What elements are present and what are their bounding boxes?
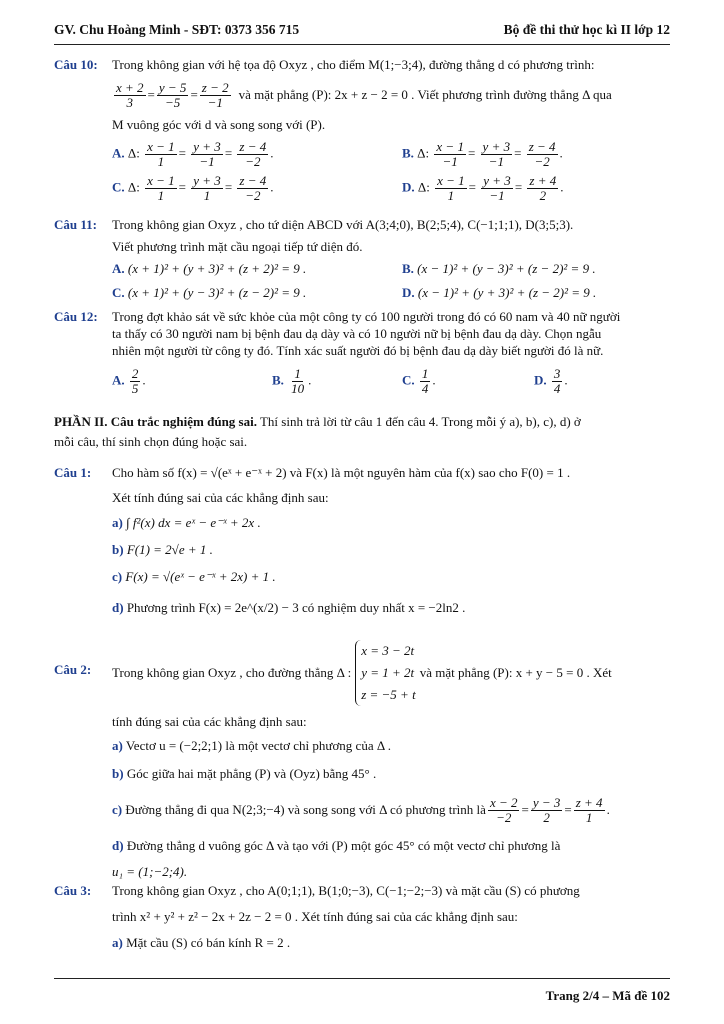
question-number: Câu 11: xyxy=(54,217,97,232)
page-footer: Trang 2/4 – Mã đề 102 xyxy=(545,988,670,1003)
part2-question-3 xyxy=(54,880,672,954)
part2-question-1 xyxy=(54,462,672,618)
question-text: tính đúng sai của các khẳng định sau: xyxy=(112,714,307,729)
header-exam-title: Bộ đề thi thử học kì II lớp 12 xyxy=(503,22,670,37)
question-number: Câu 12: xyxy=(54,309,98,324)
question-text: Trong không gian Oxyz , cho tứ diện ABCD với A(3;4;0), B(2;5;4), C(−1;1;1), D(3;5;3). xyxy=(112,217,574,232)
option-a[interactable]: A. $\frac{2}{5}$ . xyxy=(112,366,146,396)
part2-question-2: Câu 2: Trong không gian Oxyz , cho đường thẳng Δ : x = 3 − 2t y = 1 + 2t z = −5 + t và mặt phẳng (P): x + y − 5 = 0 . Xét tính đúng sai của các khẳng định sau: a) Vectơ u = (−2;2;1) là một vectơ chỉ phương của Δ . b) Góc giữa hai mặt phẳng (P) và (Oyz) bằng 45° . c) Đường thẳng đi qua N(2;3;−4) và song song với Δ có phương trình là $\frac{x - 2}{-2}$ = $\frac{y - 3}{2}$ = $\frac{z + 4}{1}$ . d) Đường thẳng d vuông góc Δ và tạo với (P) một góc 45° có một vectơ chỉ phương là u₁ = (1;−2;4). xyxy=(54,640,672,882)
statement-b[interactable]: b) F(1) = 2√e + 1 . xyxy=(112,542,213,557)
question-number: Câu 1: xyxy=(54,465,92,480)
question-text: Viết phương trình mặt cầu ngoại tiếp tứ diện đó. xyxy=(112,239,363,254)
statement-a[interactable]: a) Mặt cầu (S) có bán kính R = 2 . xyxy=(112,935,291,950)
header-divider xyxy=(54,44,670,45)
question-12 xyxy=(54,308,672,403)
question-number: Câu 10: xyxy=(54,57,98,72)
question-equation: $\frac{x + 2}{3}$ = $\frac{y - 5}{-5}$ = $\frac{z - 2}{-1}$ và mặt phẳng (P): 2x + z − 2 = 0 . Viết phương trình đường thẳng Δ qua xyxy=(116,79,612,110)
option-c[interactable]: C. (x + 1)² + (y − 3)² + (z − 2)² = 9 . xyxy=(112,285,307,300)
statement-d[interactable]: d) Phương trình F(x) = 2e^(x/2) − 3 có nghiệm duy nhất x = −2ln2 . xyxy=(112,600,466,615)
option-c[interactable]: C. $\frac{1}{4}$ . xyxy=(402,366,436,396)
option-d[interactable]: D. (x − 1)² + (y + 3)² + (z − 2)² = 9 . xyxy=(402,285,597,300)
header-teacher: GV. Chu Hoàng Minh - SĐT: 0373 356 715 xyxy=(54,22,300,37)
options-row xyxy=(112,170,672,204)
question-10 xyxy=(54,54,672,204)
page-header xyxy=(54,22,670,42)
footer-divider xyxy=(54,978,670,979)
question-text: Trong không gian Oxyz , cho đường thẳng Δ : x = 3 − 2t y = 1 + 2t z = −5 + t và mặt phẳng (P): x + y − 5 = 0 . Xét xyxy=(112,640,672,706)
option-b[interactable]: B. (x − 1)² + (y − 3)² + (z − 2)² = 9 . xyxy=(402,261,596,276)
statement-a[interactable]: a) ∫ f²(x) dx = eˣ − e⁻ˣ + 2x . xyxy=(112,515,261,530)
question-text: ta thấy có 30 người nam bị bệnh đau dạ dày và có 10 người nữ bị bệnh đau dạ dày. Chọn ngẫu xyxy=(112,326,602,341)
question-text: Trong không gian với hệ tọa độ Oxyz , cho điểm M(1;−3;4), đường thẳng d có phương trình: xyxy=(112,57,595,72)
statement-c[interactable]: c) Đường thẳng đi qua N(2;3;−4) và song song với Δ có phương trình là $\frac{x - 2}{-2}$ = $\frac{y - 3}{2}$ = $\frac{z + 4}{1}$ . xyxy=(112,794,610,825)
question-text: Xét tính đúng sai của các khẳng định sau: xyxy=(112,490,329,505)
part-2-title: PHẦN II. Câu trắc nghiệm đúng sai. xyxy=(54,414,257,429)
question-text: nhiên một người từ công ty đó. Tính xác suất người đó bị bệnh đau dạ dày biết người đó là nữ. xyxy=(112,343,604,358)
option-a[interactable]: A. Δ: $\frac{x - 1}{1}$ = $\frac{y + 3}{-1}$ = $\frac{z - 4}{-2}$ . xyxy=(112,139,274,169)
option-c[interactable]: C. Δ: $\frac{x - 1}{1}$ = $\frac{y + 3}{1}$ = $\frac{z - 4}{-2}$ . xyxy=(112,173,274,203)
question-text: Trong không gian Oxyz , cho A(0;1;1), B(1;0;−3), C(−1;−2;−3) và mặt cầu (S) có phương xyxy=(112,883,580,898)
option-b[interactable]: B. Δ: $\frac{x - 1}{-1}$ = $\frac{y + 3}{-1}$ = $\frac{z - 4}{-2}$ . xyxy=(402,139,563,169)
question-number: Câu 3: xyxy=(54,883,92,898)
statement-b[interactable]: b) Góc giữa hai mặt phẳng (P) và (Oyz) bằng 45° . xyxy=(112,766,377,781)
question-number: Câu 2: xyxy=(54,662,92,677)
option-a[interactable]: A. (x + 1)² + (y + 3)² + (z + 2)² = 9 . xyxy=(112,261,307,276)
question-text: Cho hàm số f(x) = √(eˣ + e⁻ˣ + 2) và F(x) là một nguyên hàm của f(x) sao cho F(0) = 1 . xyxy=(112,465,571,480)
statement-c[interactable]: c) F(x) = √(eˣ − e⁻ˣ + 2x) + 1 . xyxy=(112,569,276,584)
line-system: x = 3 − 2t y = 1 + 2t z = −5 + t xyxy=(355,640,416,706)
statement-d[interactable]: d) Đường thẳng d vuông góc Δ và tạo với (P) một góc 45° có một vectơ chỉ phương là xyxy=(112,838,561,853)
question-text: M vuông góc với d và song song với (P). xyxy=(112,117,326,132)
question-text: Trong đợt khảo sát về sức khỏe của một công ty có 100 người trong đó có 60 nam và 40 nữ người xyxy=(112,309,621,324)
option-b[interactable]: B. $\frac{1}{10}$ . xyxy=(272,366,312,396)
question-11 xyxy=(54,214,672,306)
option-d[interactable]: D. $\frac{3}{4}$ . xyxy=(534,366,568,396)
options-row xyxy=(112,136,672,170)
question-text: trình x² + y² + z² − 2x + 2z − 2 = 0 . Xét tính đúng sai của các khẳng định sau: xyxy=(112,909,518,924)
option-d[interactable]: D. Δ: $\frac{x - 1}{1}$ = $\frac{y + 3}{-1}$ = $\frac{z + 4}{2}$ . xyxy=(402,173,564,203)
part-2-intro: PHẦN II. Câu trắc nghiệm đúng sai. Thí sinh trả lời từ câu 1 đến câu 4. Trong mỗi ý a), b), c), d) ở mỗi câu, thí sinh chọn đúng hoặc sai. xyxy=(54,414,581,449)
statement-a[interactable]: a) Vectơ u = (−2;2;1) là một vectơ chỉ phương của Δ . xyxy=(112,738,391,753)
